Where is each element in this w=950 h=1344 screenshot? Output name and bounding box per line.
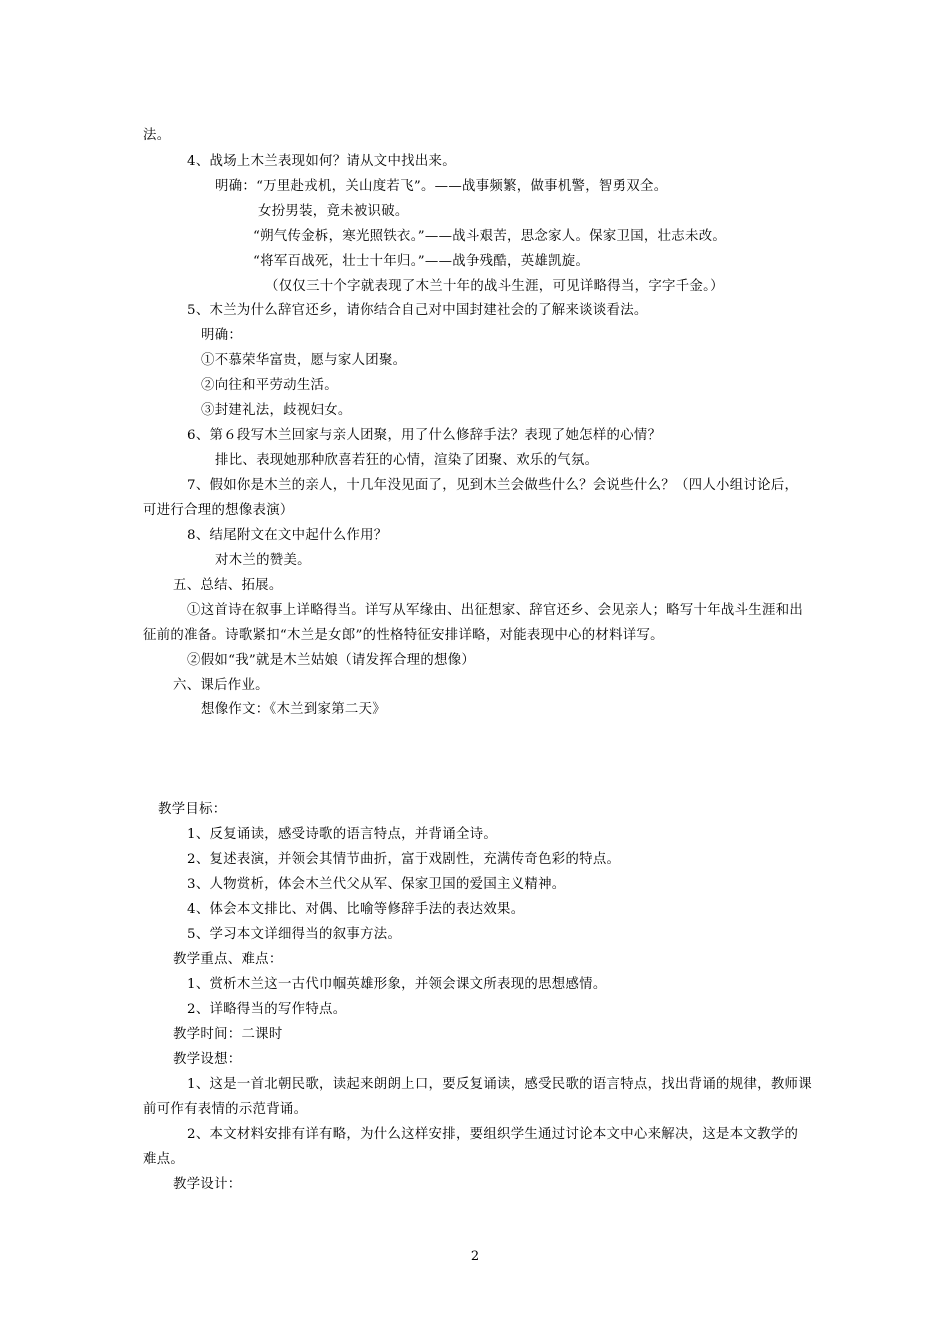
section-heading: 教学重点、难点：	[173, 952, 283, 967]
section-heading: 教学时间：二课时	[173, 1027, 283, 1042]
paragraph-line: 2、本文材料安排有详有略，为什么这样安排，要组织学生通过讨论本文中心来解决，这是本文教学的	[187, 1127, 799, 1142]
focus-item: 1、赏析木兰这一古代巾帼英雄形象，并领会课文所表现的思想感情。	[187, 977, 607, 992]
answer-line: “将军百战死，壮士十年归。”——战争残酷，英雄凯旋。	[253, 254, 590, 269]
question-7-cont: 可进行合理的想像表演）	[143, 503, 294, 518]
question-5: 5、木兰为什么辞官还乡，请你结合自己对中国封建社会的了解来谈谈看法。	[187, 303, 648, 318]
answer-line: 女扮男装，竟未被识破。	[258, 204, 409, 219]
paragraph-line: ②假如“我”就是木兰姑娘（请发挥合理的想像）	[187, 653, 476, 668]
section-heading: 教学设计：	[173, 1177, 242, 1192]
answer-line: ②向往和平劳动生活。	[201, 378, 338, 393]
focus-item: 2、详略得当的写作特点。	[187, 1002, 347, 1017]
paragraph-line: 前可作有表情的示范背诵。	[143, 1102, 308, 1117]
homework-line: 想像作文：《木兰到家第二天》	[201, 702, 386, 717]
objective-item: 5、学习本文详细得当的叙事方法。	[187, 927, 402, 942]
section-heading: 教学目标：	[158, 802, 227, 817]
objective-item: 4、体会本文排比、对偶、比喻等修辞手法的表达效果。	[187, 902, 525, 917]
page-number: 2	[470, 1249, 480, 1264]
objective-item: 3、人物赏析，体会木兰代父从军、保家卫国的爱国主义精神。	[187, 877, 566, 892]
question-7: 7、假如你是木兰的亲人，十几年没见面了，见到木兰会做些什么？会说些什么？（四人小组讨论后，	[187, 478, 799, 493]
answer-line: ①不慕荣华富贵，愿与家人团聚。	[201, 353, 407, 368]
answer-line: 排比、表现她那种欣喜若狂的心情，渲染了团聚、欢乐的气氛。	[215, 453, 599, 468]
answer-line: 对木兰的赞美。	[215, 553, 311, 568]
section-heading: 六、课后作业。	[173, 678, 269, 693]
answer-line: “朔气传金柝，寒光照铁衣。”——战斗艰苦，思念家人。保家卫国，壮志未改。	[253, 229, 727, 244]
answer-line: 明确：“万里赴戎机，关山度若飞”。——战事频繁，做事机警，智勇双全。	[215, 179, 668, 194]
paragraph-line: 难点。	[143, 1152, 185, 1167]
question-8: 8、结尾附文在文中起什么作用？	[187, 528, 388, 543]
text-line: 法。	[143, 128, 171, 143]
objective-item: 1、反复诵读，感受诗歌的语言特点，并背诵全诗。	[187, 827, 498, 842]
paragraph-line: ①这首诗在叙事上详略得当。详写从军缘由、出征想家、辞官还乡、会见亲人；略写十年战斗生涯和出	[187, 603, 804, 618]
section-heading: 教学设想：	[173, 1052, 242, 1067]
question-6: 6、第６段写木兰回家与亲人团聚，用了什么修辞手法？表现了她怎样的心情？	[187, 428, 662, 443]
answer-note: （仅仅三十个字就表现了木兰十年的战斗生涯，可见详略得当，字字千金。）	[265, 279, 724, 294]
objective-item: 2、复述表演，并领会其情节曲折，富于戏剧性，充满传奇色彩的特点。	[187, 852, 621, 867]
paragraph-line: 1、这是一首北朝民歌，读起来朗朗上口，要反复诵读，感受民歌的语言特点，找出背诵的规律，教师课	[187, 1077, 812, 1092]
question-4: 4、战场上木兰表现如何？请从文中找出来。	[187, 154, 456, 169]
answer-line: ③封建礼法，歧视妇女。	[201, 403, 352, 418]
section-heading: 五、总结、拓展。	[173, 578, 283, 593]
answer-label: 明确：	[201, 328, 243, 343]
paragraph-line: 征前的准备。诗歌紧扣“木兰是女郎”的性格特征安排详略，对能表现中心的材料详写。	[143, 628, 664, 643]
